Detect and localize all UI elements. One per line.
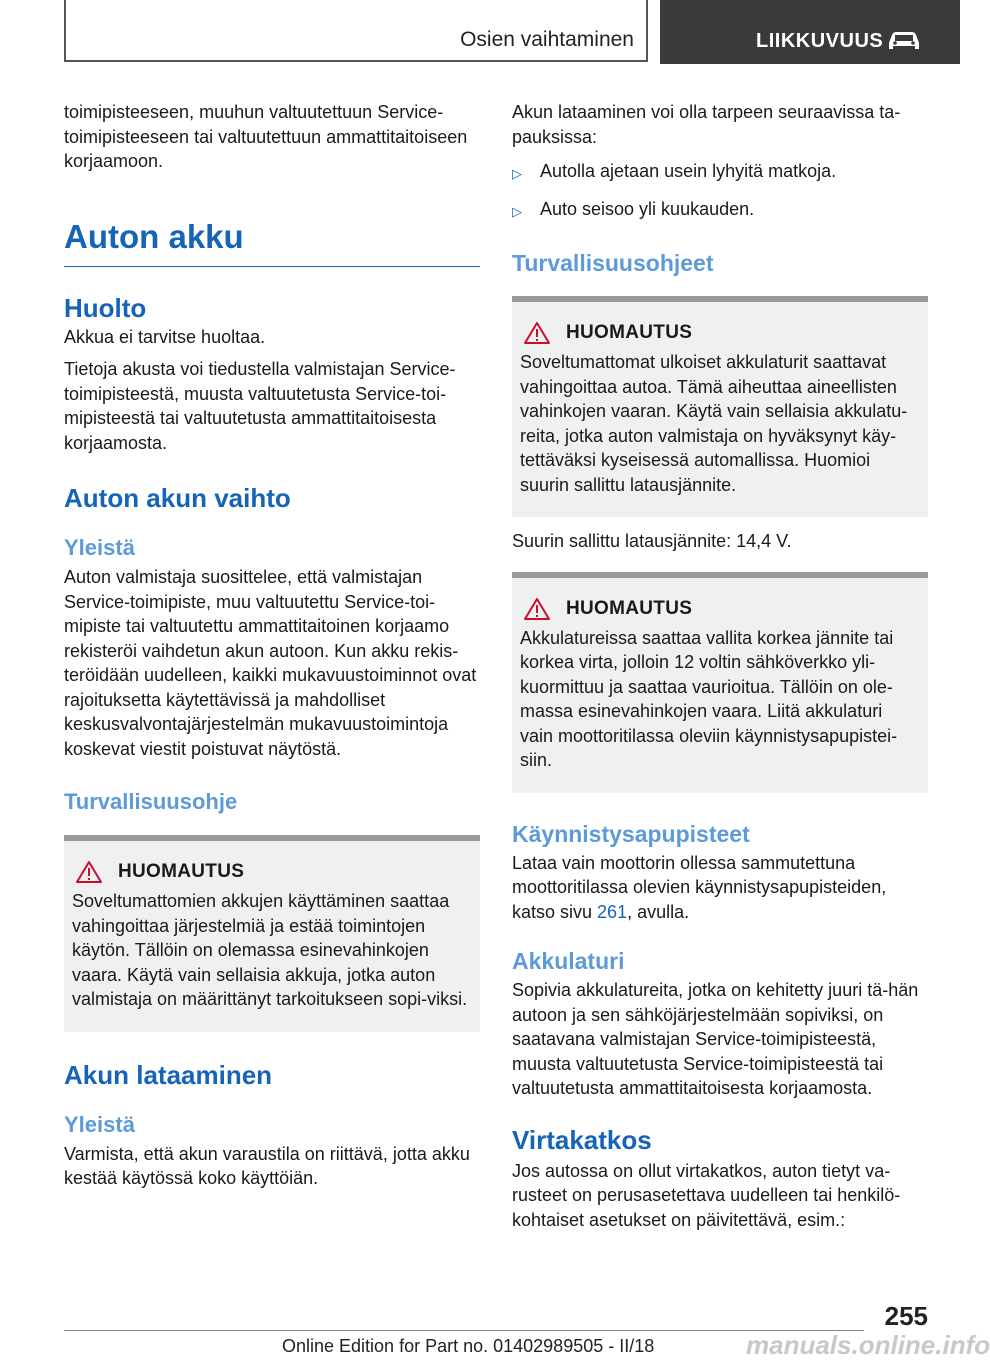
warning-triangle-icon — [524, 322, 550, 344]
warning-text: Soveltumattomat ulkoiset akkulaturit saattavat vahingoittaa autoa. Tämä aiheuttaa aineellisten vahinkojen vaaran. Käytä vain sellaisia akkulatu-reita, jotka auton valmistaja on hyväksynyt käy-tettäväksi kyseisessä automallissa. Huomioi suurin sallittu latausjännite. — [520, 352, 908, 495]
lataaminen-yleista-text: Varmista, että akun varaustila on riittävä, jotta akku kestää käytössä koko käyttöiän. — [64, 1143, 470, 1188]
list-item — [512, 197, 928, 225]
subsection-title-yleista: Yleistä — [64, 535, 135, 560]
section-title-akun-vaihto: Auton akun vaihto — [64, 483, 291, 513]
warning-box-laturi — [512, 296, 928, 517]
page-link-261[interactable]: 261 — [597, 901, 628, 922]
footer-divider — [64, 1330, 864, 1331]
list-item-text: Autolla ajetaan usein lyhyitä matkoja. — [540, 161, 837, 181]
header-section-title: Osien vaihtaminen — [460, 28, 634, 51]
huolto-text-1: Akkua ei tarvitse huoltaa. — [64, 326, 266, 347]
left-intro-text: toimipisteeseen, muuhun valtuutettuun Service-toimipisteeseen tai valtuutettuun ammattitaitoiseen korjaamoon. — [64, 102, 468, 171]
subsection-title-turvallisuusohjeet: Turvallisuusohjeet — [512, 250, 714, 276]
subsection-title-kaynnistysapupisteet: Käynnistysapupisteet — [512, 820, 750, 847]
warning-text: Soveltumattomien akkujen käyttäminen saattaa vahingoittaa järjestelmiä ja estää toimintojen käytön. Tällöin on olemassa esinevahinkojen vaara. Käytä vain sellaisia akkuja, jotka auton valmistaja on määrittänyt tarkoitukseen sopi-viksi. — [72, 891, 468, 1009]
warning-title: HUOMAUTUS — [118, 861, 245, 882]
footer-edition-text: Online Edition for Part no. 01402989505 - II/18 — [282, 1336, 655, 1356]
list-item-text: Auto seisoo yli kuukauden. — [540, 198, 755, 219]
max-voltage-text: Suurin sallittu latausjännite: 14,4 V. — [512, 531, 792, 551]
right-column — [512, 100, 928, 1232]
header-section-box — [64, 0, 648, 62]
section-title-huolto: Huolto — [64, 292, 147, 323]
header-chapter-title: LIIKKUVUUS — [756, 30, 884, 52]
section-title-virtakatkos: Virtakatkos — [512, 1124, 652, 1155]
warning-header — [520, 322, 920, 344]
charging-cases-list — [512, 159, 928, 224]
kaynnistys-text-after: , avulla. — [627, 901, 690, 922]
page-number: 255 — [884, 1301, 928, 1331]
list-item — [512, 159, 928, 187]
kaynnistys-text — [512, 851, 928, 925]
warning-header — [72, 861, 472, 883]
warning-box-akku — [64, 835, 480, 1032]
warning-header — [520, 598, 920, 620]
section-title-akun-lataaminen: Akun lataaminen — [64, 1059, 273, 1090]
warning-title: HUOMAUTUS — [566, 597, 693, 619]
header-chapter-tab — [660, 0, 960, 64]
vaihto-yleista-text: Auton valmistaja suosittelee, että valmistajan Service-toimipiste, muu valtuutettu Service-toi-mipiste tai valtuutettu ammattitaitoinen korjaamo rekisteröi vaihdetun akun autoon. Kun akku rekis-teröidään uudelleen, kaikki mukavuustoiminnot ovat rajoituksetta käytettävissä ja mahdolliset keskusvalvontajärjestelmän mukavuustoimintoja koskevat viestit poistuvat näytöstä. — [64, 567, 477, 759]
warning-triangle-icon — [76, 861, 102, 883]
right-intro-text: Akun lataaminen voi olla tarpeen seuraavissa ta-pauksissa: — [512, 102, 901, 147]
warning-triangle-icon — [524, 598, 550, 620]
warning-box-jannite — [512, 572, 928, 793]
warning-title: HUOMAUTUS — [566, 322, 693, 343]
triangle-bullet-icon: ▷ — [512, 166, 522, 181]
watermark-logo: manuals.online.info — [746, 1330, 990, 1360]
warning-text: Akkulatureissa saattaa vallita korkea jännite tai korkea virta, jolloin 12 voltin sähköverkko yli-kuormittuu ja saattaa vaurioitua. Tällöin on ole-massa esinevahinkojen vaara. Liitä akkulaturi vain moottoritilassa oleviin käynnistysapupistei-siin. — [520, 627, 898, 770]
subsection-title-turvallisuusohje: Turvallisuusohje — [64, 789, 238, 814]
car-icon — [886, 27, 922, 53]
subsection-title-akkulaturi: Akkulaturi — [512, 948, 625, 974]
kaynnistys-text-before: Lataa vain moottorin ollessa sammutettuna moottoritilassa olevien käynnistysapupisteiden, katso sivu — [512, 852, 887, 922]
left-column — [64, 100, 480, 1191]
subsection-title-lataaminen-yleista: Yleistä — [64, 1111, 135, 1137]
chapter-title-auton-akku: Auton akku — [64, 218, 480, 267]
virtakatkos-text: Jos autossa on ollut virtakatkos, auton tietyt va-rusteet on perusasetettava uudelleen tai henkilö-kohtaiset asetukset on päivitettävä, esim.: — [512, 1160, 901, 1230]
huolto-text-2: Tietoja akusta voi tiedustella valmistajan Service-toimipisteestä, muusta valtuutetusta Service-toi-mipisteestä tai valtuutetusta ammattitaitoisesta korjaamosta. — [64, 359, 456, 453]
akkulaturi-text: Sopivia akkulatureita, jotka on kehitetty juuri tä-hän autoon ja sen sähköjärjestelmään sopiviksi, on saatavana valmistajan Service-toimipisteestä, muusta valtuutetusta Service-toimipisteestä tai valtuutetusta ammattitaitoisesta korjaamosta. — [512, 980, 919, 1098]
triangle-bullet-icon: ▷ — [512, 203, 522, 219]
